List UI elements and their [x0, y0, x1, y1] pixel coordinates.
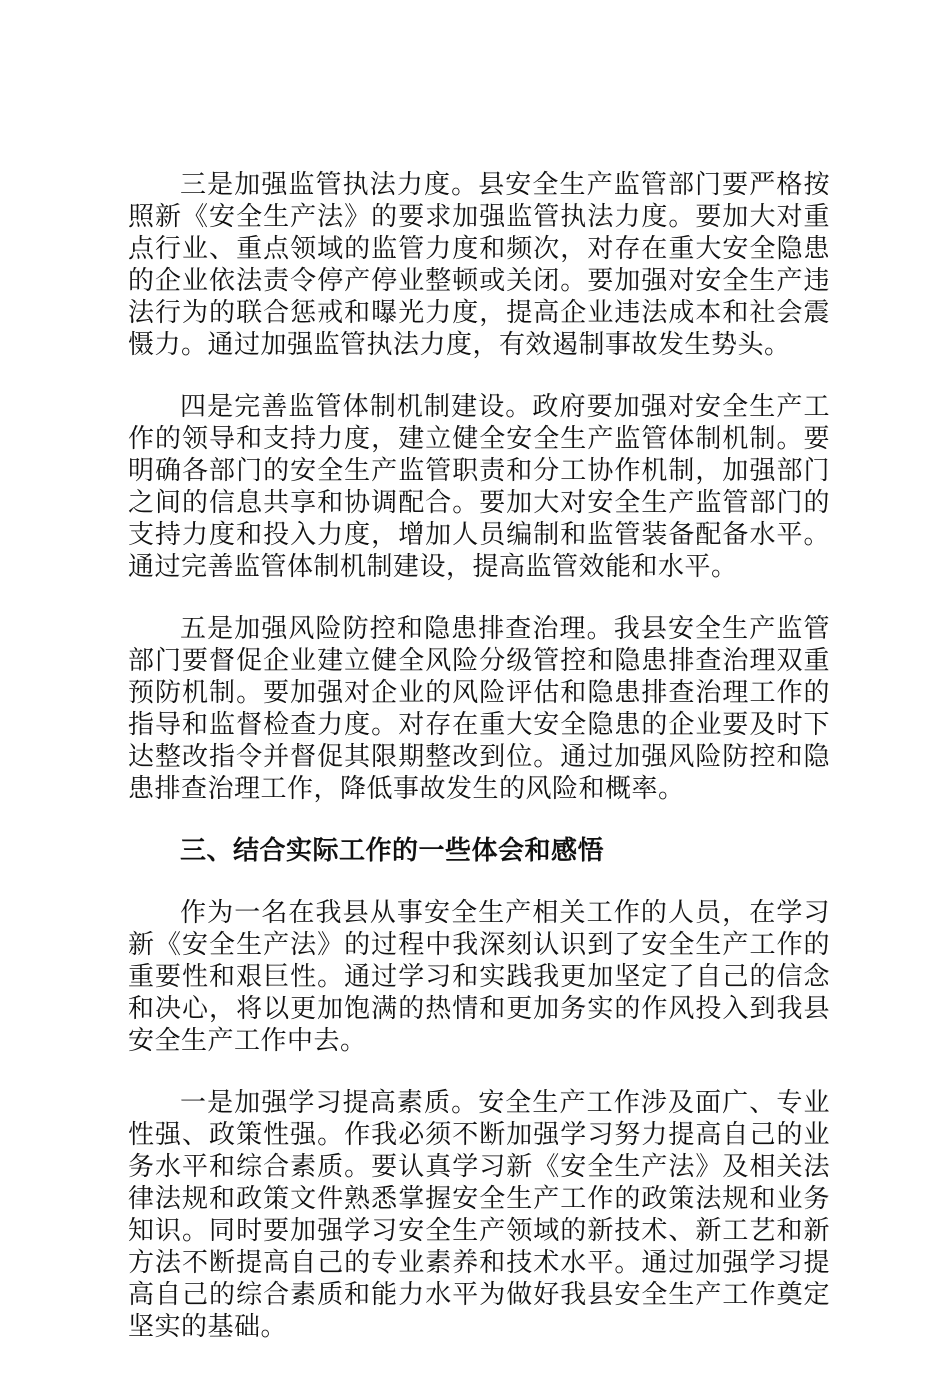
paragraph-personal-reflection: 作为一名在我县从事安全生产相关工作的人员，在学习新《安全生产法》的过程中我深刻认识到了安全生产工作的重要性和艰巨性。通过学习和实践我更加坚定了自己的信念和决心，将以更加饱满的热情和更加务实的作风投入到我县安全生产工作中去。 — [128, 898, 830, 1056]
paragraph-supervision-enforcement: 三是加强监管执法力度。县安全生产监管部门要严格按照新《安全生产法》的要求加强监管执法力度。要加大对重点行业、重点领域的监管力度和频次，对存在重大安全隐患的企业依法责令停产停业整顿或关闭。要加强对安全生产违法行为的联合惩戒和曝光力度，提高企业违法成本和社会震慑力。通过加强监管执法力度，有效遏制事故发生势头。 — [128, 170, 830, 360]
paragraph-study-improvement: 一是加强学习提高素质。安全生产工作涉及面广、专业性强、政策性强。作我必须不断加强学习努力提高自己的业务水平和综合素质。要认真学习新《安全生产法》及相关法律法规和政策文件熟悉掌握安全生产工作的政策法规和业务知识。同时要加强学习安全生产领域的新技术、新工艺和新方法不断提高自己的专业素养和技术水平。通过加强学习提高自己的综合素质和能力水平为做好我县安全生产工作奠定坚实的基础。 — [128, 1088, 830, 1342]
document-body — [128, 169, 830, 1373]
paragraph-regulatory-mechanism: 四是完善监管体制机制建设。政府要加强对安全生产工作的领导和支持力度，建立健全安全生产监管体制机制。要明确各部门的安全生产监管职责和分工协作机制，加强部门之间的信息共享和协调配合。要加大对安全生产监管部门的支持力度和投入力度，增加人员编制和监管装备配备水平。通过完善监管体制机制建设，提高监管效能和水平。 — [128, 392, 830, 582]
paragraph-risk-control: 五是加强风险防控和隐患排查治理。我县安全生产监管部门要督促企业建立健全风险分级管控和隐患排查治理双重预防机制。要加强对企业的风险评估和隐患排查治理工作的指导和监督检查力度。对存在重大安全隐患的企业要及时下达整改指令并督促其限期整改到位。通过加强风险防控和隐患排查治理工作，降低事故发生的风险和概率。 — [128, 614, 830, 804]
section-heading: 三、结合实际工作的一些体会和感悟 — [180, 836, 605, 866]
